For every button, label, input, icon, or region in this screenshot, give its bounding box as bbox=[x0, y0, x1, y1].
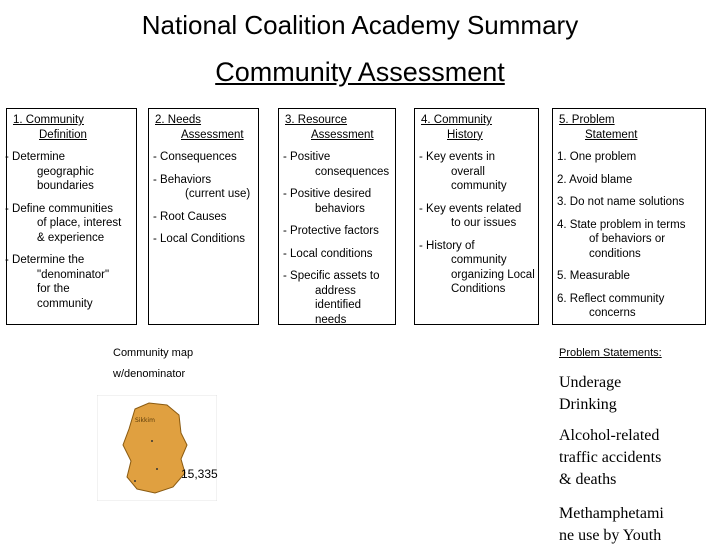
column-heading-line1: 2. Needs bbox=[155, 114, 202, 126]
column-item-line: community bbox=[451, 180, 507, 192]
column-item-line: identified needs bbox=[315, 299, 362, 326]
column-item bbox=[279, 269, 395, 327]
problem-statement-line: & deaths bbox=[559, 471, 617, 488]
column-item-line: 3. Do not name solutions bbox=[557, 196, 685, 208]
problem-statement-line: traffic accidents bbox=[559, 449, 662, 466]
column-item bbox=[553, 195, 705, 210]
column-item-line: - Positive bbox=[283, 151, 331, 163]
map-denominator: 15,335 bbox=[181, 467, 218, 481]
problem-statement-line: Methamphetami bbox=[559, 505, 664, 522]
column-item-line: - Local Conditions bbox=[153, 233, 246, 245]
problem-statement bbox=[559, 503, 664, 547]
column-heading-line1: 3. Resource bbox=[285, 114, 348, 126]
column-item bbox=[149, 210, 258, 225]
column-heading-line2: Definition bbox=[39, 128, 87, 141]
column-heading bbox=[155, 113, 258, 142]
problem-statement bbox=[559, 372, 621, 416]
map-town-marker bbox=[134, 480, 136, 482]
column-item-line: 6. Reflect community bbox=[557, 292, 665, 305]
problem-statement bbox=[559, 425, 661, 491]
column-item bbox=[553, 218, 705, 262]
column-heading-line2: Assessment bbox=[181, 128, 244, 141]
column-item bbox=[7, 253, 136, 311]
column-item-line: of behaviors or bbox=[589, 233, 666, 245]
assessment-column-1 bbox=[6, 108, 137, 325]
column-item-line: consequences bbox=[315, 165, 390, 178]
column-heading-line1: 4. Community bbox=[421, 114, 492, 126]
assessment-column-5 bbox=[552, 108, 706, 325]
column-item-line: address bbox=[315, 284, 356, 297]
column-item bbox=[279, 187, 395, 216]
column-heading-line1: 5. Problem bbox=[559, 114, 615, 126]
column-item-line: - Key events related bbox=[419, 202, 522, 215]
column-item bbox=[553, 292, 705, 321]
community-map bbox=[97, 395, 217, 501]
column-heading bbox=[559, 113, 705, 142]
column-item bbox=[553, 173, 705, 188]
column-item bbox=[7, 150, 136, 194]
subtitle-text: Community Assessment bbox=[215, 57, 505, 87]
community-map-region bbox=[123, 403, 187, 493]
map-label-line1: Community map bbox=[113, 347, 194, 359]
slide-title: National Coalition Academy Summary bbox=[141, 10, 579, 40]
column-item bbox=[415, 202, 538, 231]
slide-subtitle bbox=[0, 57, 720, 88]
column-item-line: - Protective factors bbox=[283, 225, 379, 237]
column-item bbox=[279, 224, 395, 239]
column-item-line: & experience bbox=[37, 231, 105, 244]
problem-statement-line: ne use by Youth bbox=[559, 527, 662, 544]
assessment-column-2 bbox=[148, 108, 259, 325]
assessment-column-3 bbox=[278, 108, 396, 325]
column-heading-line2: Statement bbox=[585, 128, 638, 141]
column-item-line: conditions bbox=[589, 247, 641, 260]
column-item-line: geographic bbox=[37, 165, 94, 178]
map-town-marker bbox=[156, 468, 158, 470]
column-item-line: - Root Causes bbox=[153, 210, 227, 223]
column-item bbox=[553, 269, 705, 284]
column-item-line: - Specific assets to bbox=[283, 270, 380, 282]
column-item-line: 1. One problem bbox=[557, 151, 637, 163]
problem-statement-line: Alcohol-related bbox=[559, 427, 660, 444]
column-item bbox=[149, 173, 258, 202]
column-heading bbox=[285, 113, 395, 142]
map-town-marker bbox=[151, 440, 153, 442]
column-item-line: 4. State problem in terms bbox=[557, 218, 686, 231]
map-label-line2: w/denominator bbox=[113, 368, 186, 380]
problem-statements-heading: Problem Statements: bbox=[559, 347, 662, 359]
column-item-line: - Behaviors bbox=[153, 173, 212, 186]
column-item bbox=[149, 232, 258, 247]
column-item-line: to our issues bbox=[451, 217, 517, 229]
column-item-line: boundaries bbox=[37, 180, 94, 192]
column-item bbox=[7, 202, 136, 246]
column-item-line: Conditions bbox=[451, 283, 506, 295]
column-item bbox=[279, 150, 395, 179]
column-item-line: - Define communities bbox=[5, 202, 114, 215]
column-heading-line2: Assessment bbox=[311, 128, 374, 141]
column-item-line: - Positive desired bbox=[283, 188, 372, 200]
column-item-line: organizing Local bbox=[451, 268, 535, 281]
column-item-line: community bbox=[37, 297, 93, 310]
column-item-line: - Key events in bbox=[419, 151, 496, 163]
column-item-line: - Determine bbox=[5, 151, 66, 163]
column-item-line: "denominator" bbox=[37, 268, 110, 281]
column-item-line: 2. Avoid blame bbox=[557, 173, 633, 186]
assessment-column-4 bbox=[414, 108, 539, 325]
map-region-label: Sikkim bbox=[135, 417, 155, 424]
column-item-line: behaviors bbox=[315, 202, 365, 215]
column-item bbox=[149, 150, 258, 165]
column-item bbox=[415, 150, 538, 194]
column-item-line: of place, interest bbox=[37, 217, 122, 229]
column-heading bbox=[13, 113, 136, 142]
column-heading-line1: 1. Community bbox=[13, 114, 84, 126]
column-item-line: overall bbox=[451, 165, 485, 178]
problem-statement-line: Underage bbox=[559, 374, 622, 391]
column-heading-line2: History bbox=[447, 128, 483, 141]
column-item-line: - Determine the bbox=[5, 254, 85, 266]
problem-statement-line: Drinking bbox=[559, 396, 617, 413]
column-item-line: 5. Measurable bbox=[557, 270, 630, 282]
column-item bbox=[279, 247, 395, 262]
column-item-line: concerns bbox=[589, 307, 636, 319]
column-item-line: - Consequences bbox=[153, 151, 237, 163]
column-item-line: (current use) bbox=[185, 188, 251, 200]
column-item-line: for the bbox=[37, 283, 70, 295]
column-item-line: - Local conditions bbox=[283, 247, 373, 260]
column-item-line: community bbox=[451, 254, 507, 266]
column-item bbox=[553, 150, 705, 165]
column-item bbox=[415, 239, 538, 297]
column-heading bbox=[421, 113, 538, 142]
column-item-line: - History of bbox=[419, 239, 475, 252]
